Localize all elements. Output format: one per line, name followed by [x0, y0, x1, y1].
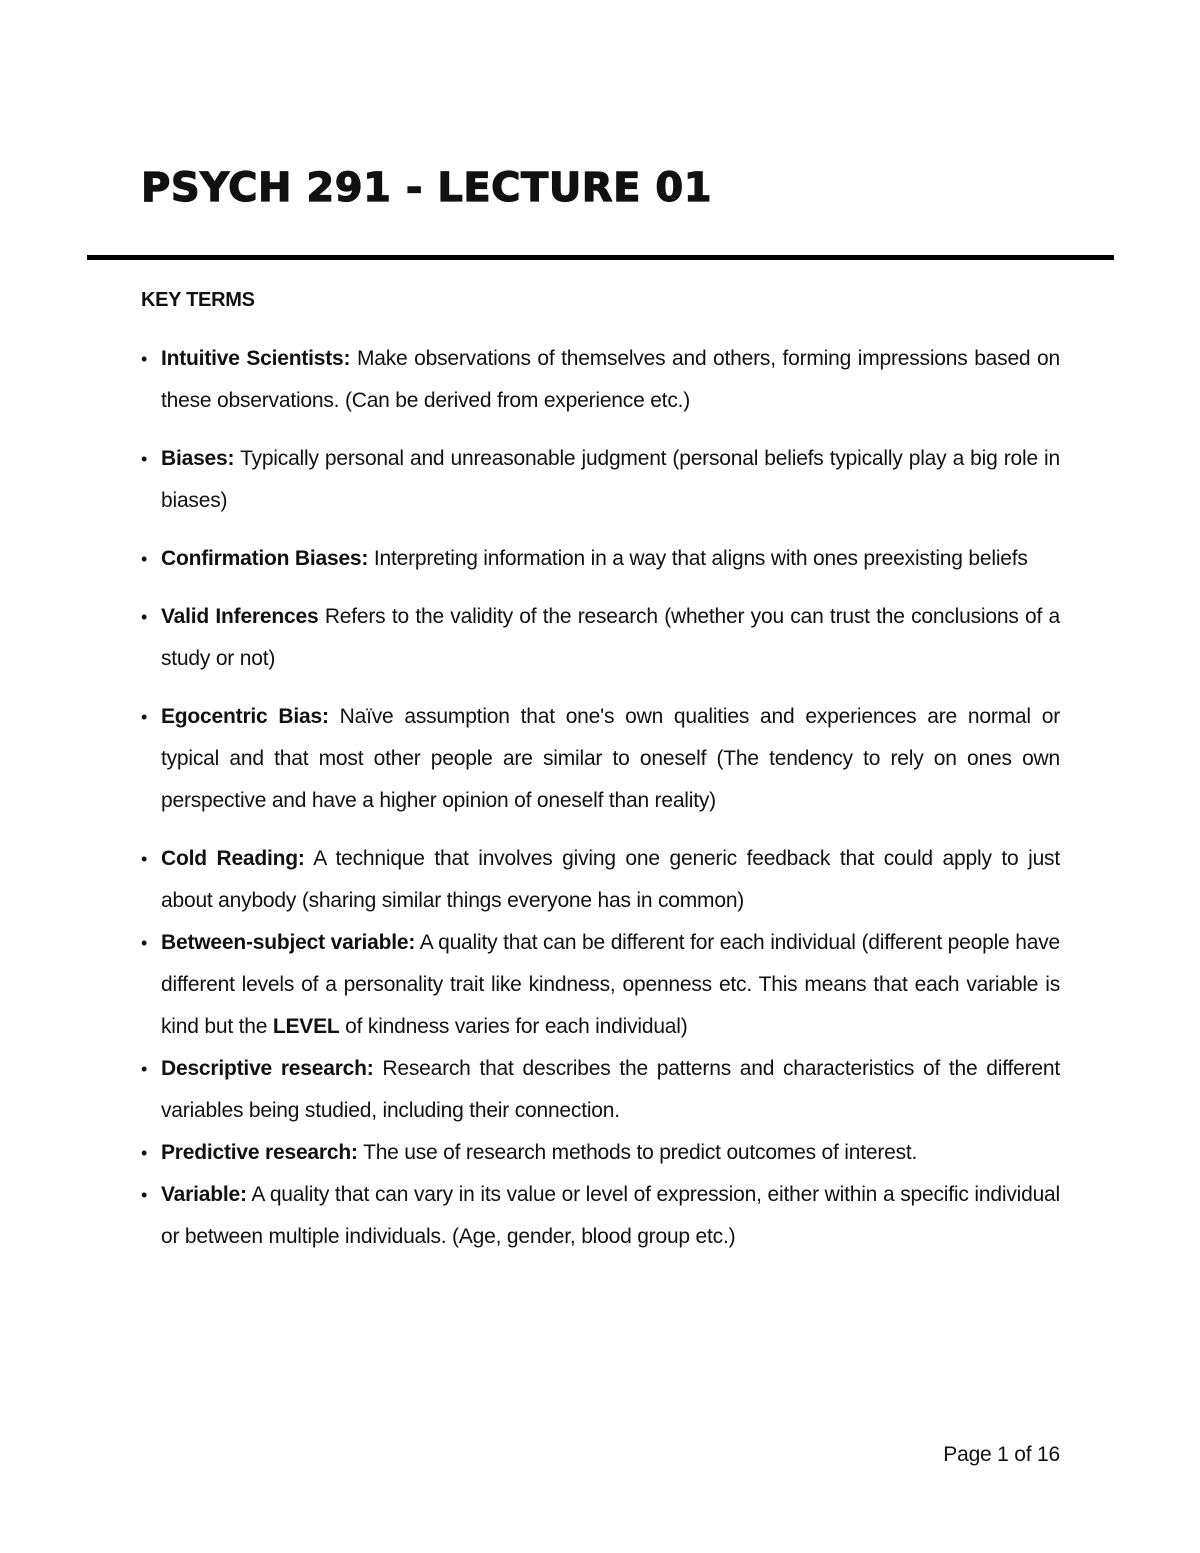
document-title: PSYCH 291 - LECTURE 01	[141, 165, 713, 211]
term-item-between-subject-variable	[141, 922, 1060, 1048]
term-name: Confirmation Biases:	[161, 547, 369, 570]
term-name: Descriptive research:	[161, 1057, 374, 1080]
bullet-icon: •	[141, 1059, 148, 1079]
bullet-icon: •	[141, 707, 148, 727]
term-definition-part: A quality that can be different for each individual (different people have different levels of a personality trait like kindness, openness etc. This means that each variable is kind but the	[161, 931, 1060, 1038]
term-item-intuitive-scientists	[141, 338, 1060, 422]
bullet-icon: •	[141, 549, 148, 569]
term-definition: A technique that involves giving one generic feedback that could apply to just about anybody (sharing similar things everyone has in common)	[161, 847, 1060, 912]
bullet-icon: •	[141, 849, 148, 869]
bullet-icon: •	[141, 607, 148, 627]
term-definition-emphasis: LEVEL	[272, 1015, 340, 1038]
term-name: Egocentric Bias:	[161, 705, 329, 728]
term-name: Variable:	[161, 1183, 247, 1206]
term-definition: Typically personal and unreasonable judgment (personal beliefs typically play a big role in biases)	[161, 447, 1060, 512]
term-item-cold-reading	[141, 838, 1060, 922]
term-name: Intuitive Scientists:	[161, 347, 351, 370]
bullet-icon: •	[141, 349, 148, 369]
term-name: Predictive research:	[161, 1141, 358, 1164]
term-name: Cold Reading:	[161, 847, 305, 870]
term-definition: Naïve assumption that one's own qualities and experiences are normal or typical and that most other people are similar to oneself (The tendency to rely on ones own perspective and have a higher opinion of oneself than reality)	[161, 705, 1060, 812]
term-item-variable	[141, 1174, 1060, 1258]
term-item-confirmation-biases	[141, 538, 1060, 580]
term-name: Biases:	[161, 447, 235, 470]
term-definition-part: of kindness varies for each individual)	[345, 1015, 688, 1038]
term-item-descriptive-research	[141, 1048, 1060, 1132]
title-divider	[87, 255, 1114, 260]
page-number: Page 1 of 16	[943, 1443, 1060, 1466]
term-item-egocentric-bias	[141, 696, 1060, 822]
key-terms-list	[141, 338, 1060, 1258]
term-item-predictive-research	[141, 1132, 1060, 1174]
term-definition: The use of research methods to predict outcomes of interest.	[363, 1141, 918, 1164]
term-name: Valid Inferences	[161, 605, 319, 628]
term-item-biases	[141, 438, 1060, 522]
term-name: Between-subject variable:	[161, 931, 416, 954]
term-item-valid-inferences	[141, 596, 1060, 680]
bullet-icon: •	[141, 1143, 148, 1163]
term-definition: Refers to the validity of the research (whether you can trust the conclusions of a study or not)	[161, 605, 1060, 670]
term-definition: Make observations of themselves and others, forming impressions based on these observations. (Can be derived from experience etc.)	[161, 347, 1060, 412]
term-definition: Interpreting information in a way that aligns with ones preexisting beliefs	[373, 547, 1028, 570]
section-heading-key-terms: KEY TERMS	[141, 289, 255, 311]
bullet-icon: •	[141, 449, 148, 469]
bullet-icon: •	[141, 1185, 148, 1205]
term-definition: Research that describes the patterns and characteristics of the different variables being studied, including their connection.	[161, 1057, 1060, 1122]
bullet-icon: •	[141, 933, 148, 953]
term-definition: A quality that can vary in its value or level of expression, either within a specific individual or between multiple individuals. (Age, gender, blood group etc.)	[161, 1183, 1060, 1248]
